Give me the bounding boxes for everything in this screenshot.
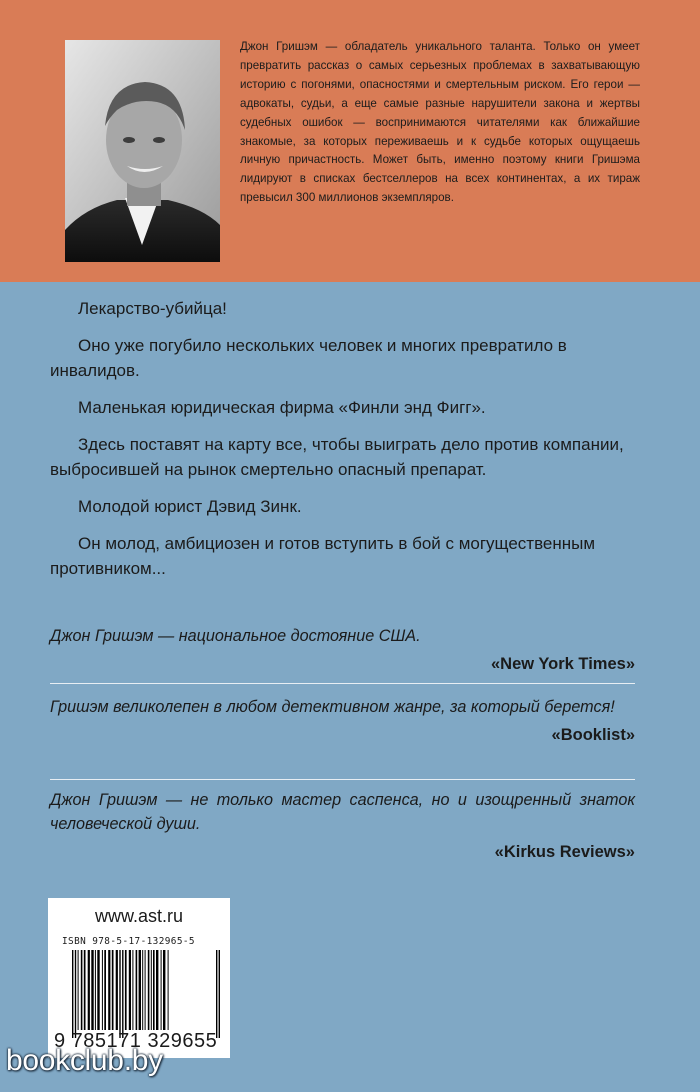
barcode-bar	[153, 950, 155, 1030]
blurb-paragraph: Он молод, амбициозен и готов вступить в бой с могущественным противником...	[50, 534, 596, 578]
barcode-bar	[132, 950, 133, 1030]
review-source: «New York Times»	[491, 655, 635, 673]
blurb-paragraph: Оно уже погубило нескольких человек и многих превратило в инвалидов.	[50, 336, 567, 380]
barcode-bar	[125, 950, 127, 1030]
barcode-bar	[216, 950, 217, 1038]
barcode-bar	[161, 950, 162, 1030]
review-1	[50, 624, 635, 676]
barcode-bar	[91, 950, 93, 1030]
barcode-bar	[168, 950, 169, 1030]
barcode-bar	[122, 950, 123, 1038]
blurb-paragraph: Здесь поставят на карту все, чтобы выиграть дело против компании, выбросившей на рынок смертельно опасный препарат.	[50, 435, 624, 479]
barcode-bar	[78, 950, 79, 1030]
barcode-bar	[95, 950, 96, 1030]
barcode-bar	[139, 950, 141, 1030]
barcode-bar	[72, 950, 73, 1038]
review-quote: Джон Гришэм — национальное достояние США.	[50, 627, 421, 645]
blurb-paragraph: Лекарство-убийца!	[78, 299, 227, 318]
barcode-bar	[102, 950, 103, 1030]
review-quote: Джон Гришэм — не только мастер саспенса, но и изощренный знаток человеческой души.	[50, 791, 635, 833]
barcode-bar	[156, 950, 158, 1030]
review-divider	[50, 779, 635, 780]
review-source: «Kirkus Reviews»	[494, 843, 635, 861]
review-quote: Гришэм великолепен в любом детективном жанре, за который берется!	[50, 698, 615, 716]
barcode-bar	[88, 950, 90, 1030]
review-3	[50, 788, 635, 864]
author-bio: Джон Гришэм — обладатель уникального таланта. Только он умеет превратить рассказ о самых серьезных проблемах в захватывающую историю с погонями, опасностями и смертельным риском. Его герои — адвокаты, судьи, а еще самые разные нарушители закона и жертвы судебных ошибок — воспринимаются читателями как ближайшие знакомые, за которых переживаешь и к судьбе которых ощущаешь личную причастность. Может быть, именно поэтому книги Гришэма лидируют в списках бестселлеров на всех континентах, а их тираж превысил 300 миллионов экземпляров.	[240, 40, 640, 205]
publisher-website: www.ast.ru	[94, 906, 184, 926]
barcode-bar	[148, 950, 150, 1030]
barcode-bar	[163, 950, 165, 1030]
barcode-bar	[116, 950, 118, 1030]
barcode-bar	[142, 950, 143, 1030]
barcode-bars	[72, 950, 220, 1038]
review-divider	[50, 683, 635, 684]
barcode-digits: 9 785171 329655	[54, 1030, 218, 1052]
barcode-bar	[151, 950, 152, 1030]
barcode-bar	[75, 950, 76, 1038]
barcode-bar	[145, 950, 146, 1030]
watermark: bookclub.by	[6, 1044, 163, 1077]
barcode-bar	[119, 950, 120, 1038]
barcode-bar	[219, 950, 220, 1038]
review-source: «Booklist»	[551, 726, 635, 744]
barcode-bar	[129, 950, 131, 1030]
barcode-bar	[97, 950, 99, 1030]
barcode-bar	[108, 950, 110, 1030]
barcode-bar	[112, 950, 114, 1030]
book-blurb	[50, 296, 650, 593]
barcode-bar	[104, 950, 106, 1030]
blurb-paragraph: Молодой юрист Дэвид Зинк.	[78, 497, 302, 516]
isbn-number: ISBN 978-5-17-132965-5	[62, 936, 195, 947]
blurb-paragraph: Маленькая юридическая фирма «Финли энд Фигг».	[78, 398, 486, 417]
author-photo	[65, 40, 220, 262]
barcode-bar	[84, 950, 86, 1030]
barcode-bar	[136, 950, 138, 1030]
review-2	[50, 695, 635, 747]
barcode-panel	[48, 898, 230, 1058]
barcode-bar	[81, 950, 83, 1030]
